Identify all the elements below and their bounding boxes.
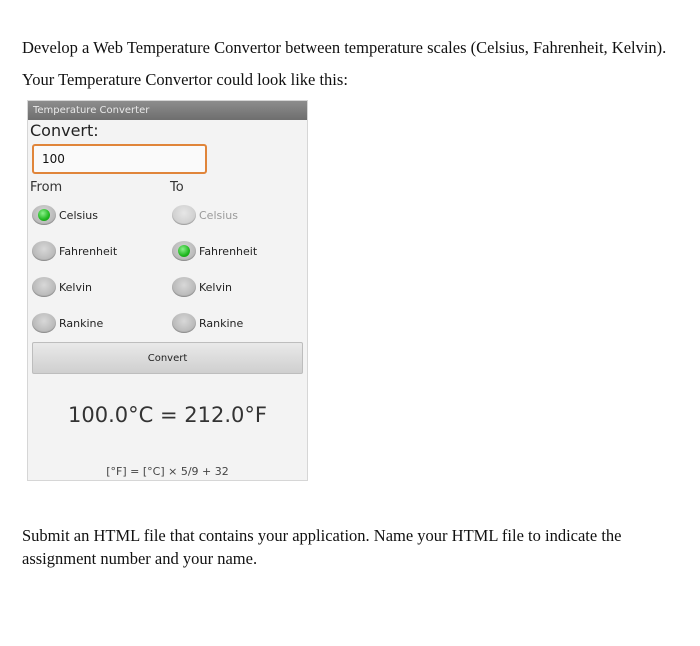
intro-paragraph: Develop a Web Temperature Convertor between temperature scales (Celsius, Fahrenheit, Kelvin). Your Temperature Convertor could look like this: (22, 38, 667, 89)
conversion-result: 100.0°C = 212.0°F (68, 403, 267, 427)
from-radio-celsius[interactable] (32, 203, 98, 227)
from-radio-rankine[interactable] (32, 311, 103, 335)
temperature-input[interactable] (32, 144, 207, 174)
from-radio-fahrenheit[interactable] (32, 239, 117, 263)
to-radio-fahrenheit[interactable] (172, 239, 257, 263)
from-label: From (30, 180, 63, 195)
radio-label: Fahrenheit (59, 244, 118, 258)
radio-disabled-icon (172, 205, 196, 225)
radio-label: Fahrenheit (199, 244, 258, 258)
radio-unselected-icon (32, 277, 56, 297)
radio-label: Rankine (199, 316, 244, 330)
submission-paragraph: Submit an HTML file that contains your application. Name your HTML file to indicate the assignment number and your name. (22, 526, 622, 568)
radio-label: Kelvin (199, 280, 233, 294)
radio-label: Kelvin (59, 280, 93, 294)
conversion-formula: [°F] = [°C] × 5/9 + 32 (106, 465, 229, 478)
convert-label: Convert: (30, 121, 99, 140)
to-radio-rankine[interactable] (172, 311, 243, 335)
to-radio-kelvin[interactable] (172, 275, 232, 299)
radio-selected-icon (32, 205, 56, 225)
radio-label: Celsius (59, 208, 98, 222)
radio-unselected-icon (32, 313, 56, 333)
radio-label: Rankine (59, 316, 104, 330)
radio-unselected-icon (32, 241, 56, 261)
convert-button[interactable]: Convert (32, 342, 303, 374)
radio-unselected-icon (172, 313, 196, 333)
radio-selected-icon (172, 241, 196, 261)
radio-label: Celsius (199, 208, 238, 222)
app-title-bar: Temperature Converter (28, 101, 307, 120)
temperature-converter-screenshot (27, 100, 308, 481)
from-radio-kelvin[interactable] (32, 275, 92, 299)
to-label: To (170, 180, 184, 195)
radio-unselected-icon (172, 277, 196, 297)
to-radio-celsius[interactable] (172, 203, 238, 227)
